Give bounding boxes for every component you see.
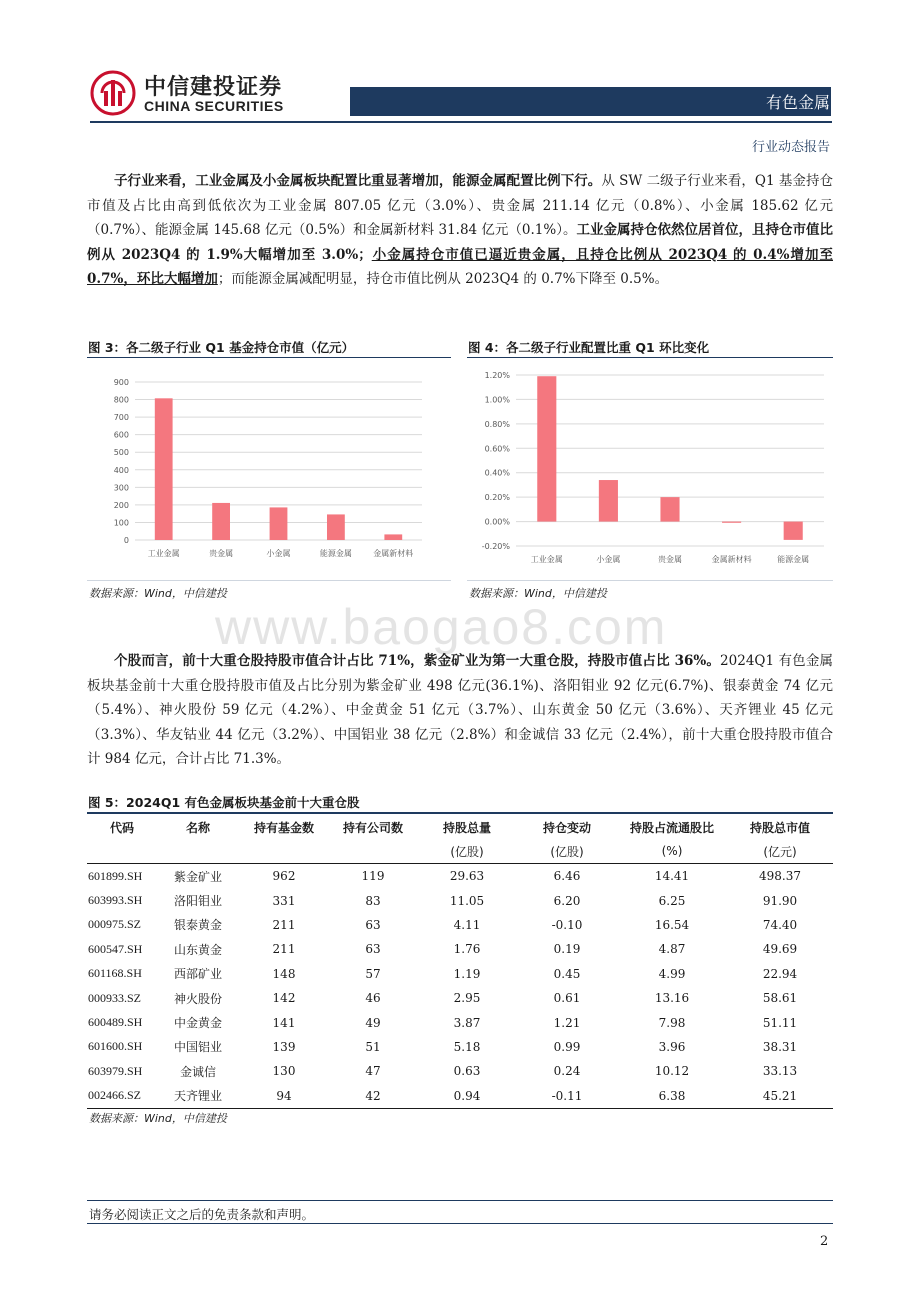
table-cell: 130 [272, 1064, 296, 1079]
y-tick-label: 0.20% [484, 493, 510, 503]
header-bar [350, 87, 831, 116]
watermark: www.baogao8.com [215, 599, 668, 655]
table-cell: 142 [272, 991, 296, 1006]
bar [599, 480, 618, 522]
fig5-rule [87, 812, 833, 814]
table-cell: 002466.SZ [87, 1084, 157, 1109]
table-cell: 38.31 [762, 1039, 798, 1054]
table-cell: 211 [272, 942, 296, 957]
table-cell: 58.61 [762, 991, 798, 1006]
table-unit-cell: (%) [617, 839, 727, 864]
table-row [87, 1010, 833, 1034]
y-tick-label: 100 [113, 518, 129, 528]
table-cell: 中国铝业 [173, 1040, 222, 1055]
fig3-source-rule [87, 580, 451, 581]
brand-name-en: CHINA SECURITIES [144, 98, 284, 114]
table-cell: 5.18 [453, 1039, 481, 1054]
table-header-cell: 持股占流通股比 [629, 820, 714, 835]
table-row [87, 888, 833, 912]
table-unit-cell: (亿股) [517, 839, 617, 864]
table-cell: 山东黄金 [173, 942, 222, 957]
fig4-rule [467, 357, 833, 358]
table-cell: 西部矿业 [173, 967, 222, 982]
table-header-cell: 代码 [109, 820, 134, 835]
table-header-cell: 持股总量 [442, 820, 491, 835]
table-cell: 603979.SH [88, 1063, 143, 1078]
fig5-source: 数据来源：Wind，中信建投 [89, 1112, 227, 1125]
table-header-cell: 持股总市值 [749, 820, 810, 835]
table-body [87, 864, 833, 1109]
table-cell: 0.24 [553, 1064, 581, 1079]
table-cell: 83 [365, 893, 381, 908]
table-header-cell: 名称 [185, 820, 210, 835]
table-cell: 4.11 [453, 917, 481, 932]
table-row [87, 913, 833, 937]
fig3-rule [87, 357, 451, 358]
fig4-source-rule [467, 580, 833, 581]
fig3-caption: 图 3：各二级子行业 Q1 基金持仓市值（亿元） [88, 340, 355, 355]
para1-tail: ；而能源金属减配明显，持仓市值比例从 2023Q4 的 0.7%下降至 0.5%。 [217, 271, 669, 287]
table-row [87, 1035, 833, 1059]
y-tick-label: 600 [113, 430, 129, 440]
x-tick-label: 小金属 [266, 549, 291, 558]
table-cell: 45.21 [727, 1084, 833, 1109]
table-cell: 49.69 [762, 942, 798, 957]
bar [212, 503, 230, 540]
table-cell: 银泰黄金 [173, 918, 222, 933]
table-unit-cell [329, 839, 417, 864]
table-cell: 10.12 [654, 1064, 690, 1079]
table-cell: 603993.SH [88, 893, 143, 908]
fig4-caption: 图 4：各二级子行业配置比重 Q1 环比变化 [468, 340, 710, 355]
table-unit-row [87, 839, 833, 864]
table-cell: 4.87 [658, 942, 686, 957]
bar [327, 514, 345, 540]
table-cell: -0.11 [517, 1084, 617, 1109]
table-cell: 中金黄金 [173, 1016, 222, 1031]
company-logo [90, 70, 136, 116]
table-cell: 6.25 [658, 893, 686, 908]
table-cell: 1.76 [453, 942, 481, 957]
table-cell: 16.54 [654, 917, 690, 932]
table-unit-cell: (亿股) [417, 839, 517, 864]
table-cell: 0.99 [553, 1039, 581, 1054]
table-cell: 74.40 [762, 917, 798, 932]
table-row [87, 937, 833, 961]
table-cell: 49 [365, 1015, 381, 1030]
table-cell: 6.46 [553, 869, 581, 884]
bar [270, 507, 288, 540]
y-tick-label: 0.80% [484, 419, 510, 429]
table-cell: 46 [365, 991, 381, 1006]
table-unit-cell [157, 839, 239, 864]
table-row [87, 962, 833, 986]
y-tick-label: 200 [113, 500, 129, 510]
table-cell: 57 [365, 966, 381, 981]
table-cell: 7.98 [658, 1015, 686, 1030]
table-cell: 紫金矿业 [173, 869, 222, 884]
bar [660, 497, 679, 521]
table-row [87, 864, 833, 889]
table-unit-cell [239, 839, 329, 864]
table-cell: 211 [272, 917, 296, 932]
x-tick-label: 工业金属 [147, 549, 180, 558]
y-tick-label: 0 [123, 536, 129, 545]
table-cell: 神火股份 [173, 991, 222, 1006]
y-tick-label: -0.20% [481, 542, 510, 551]
table-cell: -0.10 [551, 917, 583, 932]
para1-underline: 小金属持仓市值已逼近贵金属，且持仓比例从 2023Q4 的 0.4%增加至 0.7%，环比大幅增加 [87, 246, 833, 287]
table-cell: 1.19 [453, 966, 481, 981]
x-tick-label: 能源金属 [777, 555, 810, 564]
table-cell: 42 [329, 1084, 417, 1109]
table-cell: 331 [272, 893, 296, 908]
footer-rule [87, 1200, 833, 1201]
y-tick-label: 400 [113, 465, 129, 475]
table-cell: 51.11 [762, 1015, 798, 1030]
table-cell: 33.13 [762, 1064, 798, 1079]
table-cell: 600547.SH [88, 941, 143, 956]
y-tick-label: 800 [113, 395, 129, 405]
table-cell: 148 [272, 966, 296, 981]
section-name: 有色金属 [765, 93, 830, 112]
table-cell: 6.20 [553, 893, 581, 908]
table-cell: 1.21 [553, 1015, 581, 1030]
table-cell: 3.96 [658, 1039, 686, 1054]
header-rule [90, 121, 832, 123]
para1-highlight: 工业金属持仓依然位居首位，且持仓市值比例从 2023Q4 的 1.9%大幅增加至 3.0% [87, 222, 834, 263]
x-tick-label: 能源金属 [319, 549, 352, 558]
table-header-cell: 持仓变动 [542, 820, 591, 835]
table-cell: 13.16 [654, 991, 690, 1006]
table-cell: 4.99 [658, 966, 686, 981]
table-header-row [87, 815, 833, 839]
table-cell: 000975.SZ [88, 917, 142, 932]
table-cell: 63 [365, 917, 381, 932]
table-cell: 6.38 [617, 1084, 727, 1109]
table-cell: 0.63 [453, 1064, 481, 1079]
paragraph-stocks [87, 649, 833, 772]
x-tick-label: 金属新材料 [373, 549, 414, 558]
table-cell: 141 [272, 1015, 296, 1030]
table-cell: 0.19 [553, 942, 581, 957]
table-row [87, 1084, 833, 1109]
page-number: 2 [820, 1234, 829, 1249]
x-tick-label: 贵金属 [658, 555, 682, 564]
x-tick-label: 贵金属 [209, 549, 234, 558]
table-header-cell: 持有基金数 [253, 820, 314, 835]
x-tick-label: 工业金属 [530, 555, 563, 564]
bar [722, 522, 741, 523]
table-cell: 天齐锂业 [157, 1084, 239, 1109]
table-cell: 3.87 [453, 1015, 481, 1030]
table-cell: 601899.SH [88, 868, 143, 883]
y-tick-label: 500 [113, 448, 129, 458]
table-cell: 498.37 [759, 869, 801, 884]
chart-weight-change [472, 366, 832, 572]
table-cell: 119 [361, 869, 385, 884]
paragraph-subsector [87, 169, 833, 292]
table-unit-cell: (亿元) [727, 839, 833, 864]
disclaimer: 请务必阅读正文之后的免责条款和声明。 [89, 1207, 315, 1222]
fig4-source: 数据来源：Wind，中信建投 [469, 587, 607, 600]
table-cell: 91.90 [762, 893, 798, 908]
table-cell: 139 [272, 1039, 296, 1054]
y-tick-label: 0.00% [484, 517, 510, 527]
table-cell: 29.63 [449, 869, 485, 884]
y-tick-label: 300 [113, 483, 129, 493]
table-cell: 洛阳钼业 [173, 894, 222, 909]
table-cell: 94 [239, 1084, 329, 1109]
para1-sep: ； [358, 246, 372, 263]
brand-name-cn: 中信建投证券 [144, 75, 283, 100]
table-cell: 14.41 [654, 869, 690, 884]
table-cell: 962 [272, 869, 296, 884]
x-tick-label: 金属新材料 [711, 555, 752, 564]
table-cell: 601600.SH [88, 1039, 143, 1054]
table-cell: 63 [365, 942, 381, 957]
table-cell: 22.94 [762, 966, 798, 981]
table-row [87, 986, 833, 1010]
holdings-table [87, 815, 833, 1109]
bar [784, 522, 803, 540]
fig3-source: 数据来源：Wind，中信建投 [89, 587, 227, 600]
y-tick-label: 1.00% [484, 395, 510, 405]
y-tick-label: 1.20% [484, 371, 510, 380]
y-tick-label: 0.60% [484, 444, 510, 454]
chart-holding-value [110, 370, 430, 570]
table-header-cell: 持有公司数 [342, 820, 403, 835]
fig5-caption: 图 5：2024Q1 有色金属板块基金前十大重仓股 [88, 795, 360, 810]
para2-body: 2024Q1 有色金属板块基金前十大重仓股持股市值及占比分别为紫金矿业 498 亿元(36.1%)、洛阳钼业 92 亿元(6.7%)、银泰黄金 74 亿元（5.4%）、神火股份 59 亿元（4.2%）、中金黄金 51 亿元（3.7%）、山东黄金 50 亿元（3.6%）、天齐锂业 45 亿元（3.3%）、华友钴业 44 亿元（3.2%）、中国铝业 38 亿元（2.8%）和金诚信 33 亿元（2.4%），前十大重仓股持股市值合计 984 亿元，合计占比 71.3%。 [87, 653, 833, 767]
table-row [87, 1059, 833, 1083]
bar [155, 398, 173, 540]
table-unit-cell [87, 839, 157, 864]
para2-lead: 个股而言，前十大重仓股持股市值合计占比 71%，紫金矿业为第一大重仓股，持股市值占比 36%。 [114, 653, 721, 669]
table-cell: 000933.SZ [88, 990, 142, 1005]
y-tick-label: 900 [113, 378, 129, 387]
para1-lead: 子行业来看，工业金属及小金属板块配置比重显著增加，能源金属配置比例下行。 [114, 173, 602, 189]
table-cell: 0.61 [553, 991, 581, 1006]
y-tick-label: 0.40% [484, 468, 510, 478]
x-tick-label: 小金属 [596, 555, 621, 564]
report-type: 行业动态报告 [751, 140, 830, 155]
table-cell: 2.95 [453, 991, 481, 1006]
table-cell: 601168.SH [88, 966, 142, 981]
y-tick-label: 700 [113, 413, 129, 423]
bar [384, 534, 402, 540]
table-cell: 600489.SH [88, 1015, 143, 1030]
footer-rule-bottom [87, 1223, 833, 1224]
bar [537, 376, 556, 521]
table-cell: 47 [365, 1064, 381, 1079]
table-cell: 51 [365, 1039, 381, 1054]
para1-body: 从 SW 二级子行业来看，Q1 基金持仓市值及占比由高到低依次为工业金属 807.05 亿元（3.0%）、贵金属 211.14 亿元（0.8%）、小金属 185.62 亿元（0.7%）、能源金属 145.68 亿元（0.5%）和金属新材料 31.84 亿元（0.1%）。 [87, 173, 834, 238]
table-cell: 0.45 [553, 966, 581, 981]
table-cell: 11.05 [449, 893, 485, 908]
table-cell: 金诚信 [179, 1064, 216, 1079]
table-cell: 0.94 [417, 1084, 517, 1109]
